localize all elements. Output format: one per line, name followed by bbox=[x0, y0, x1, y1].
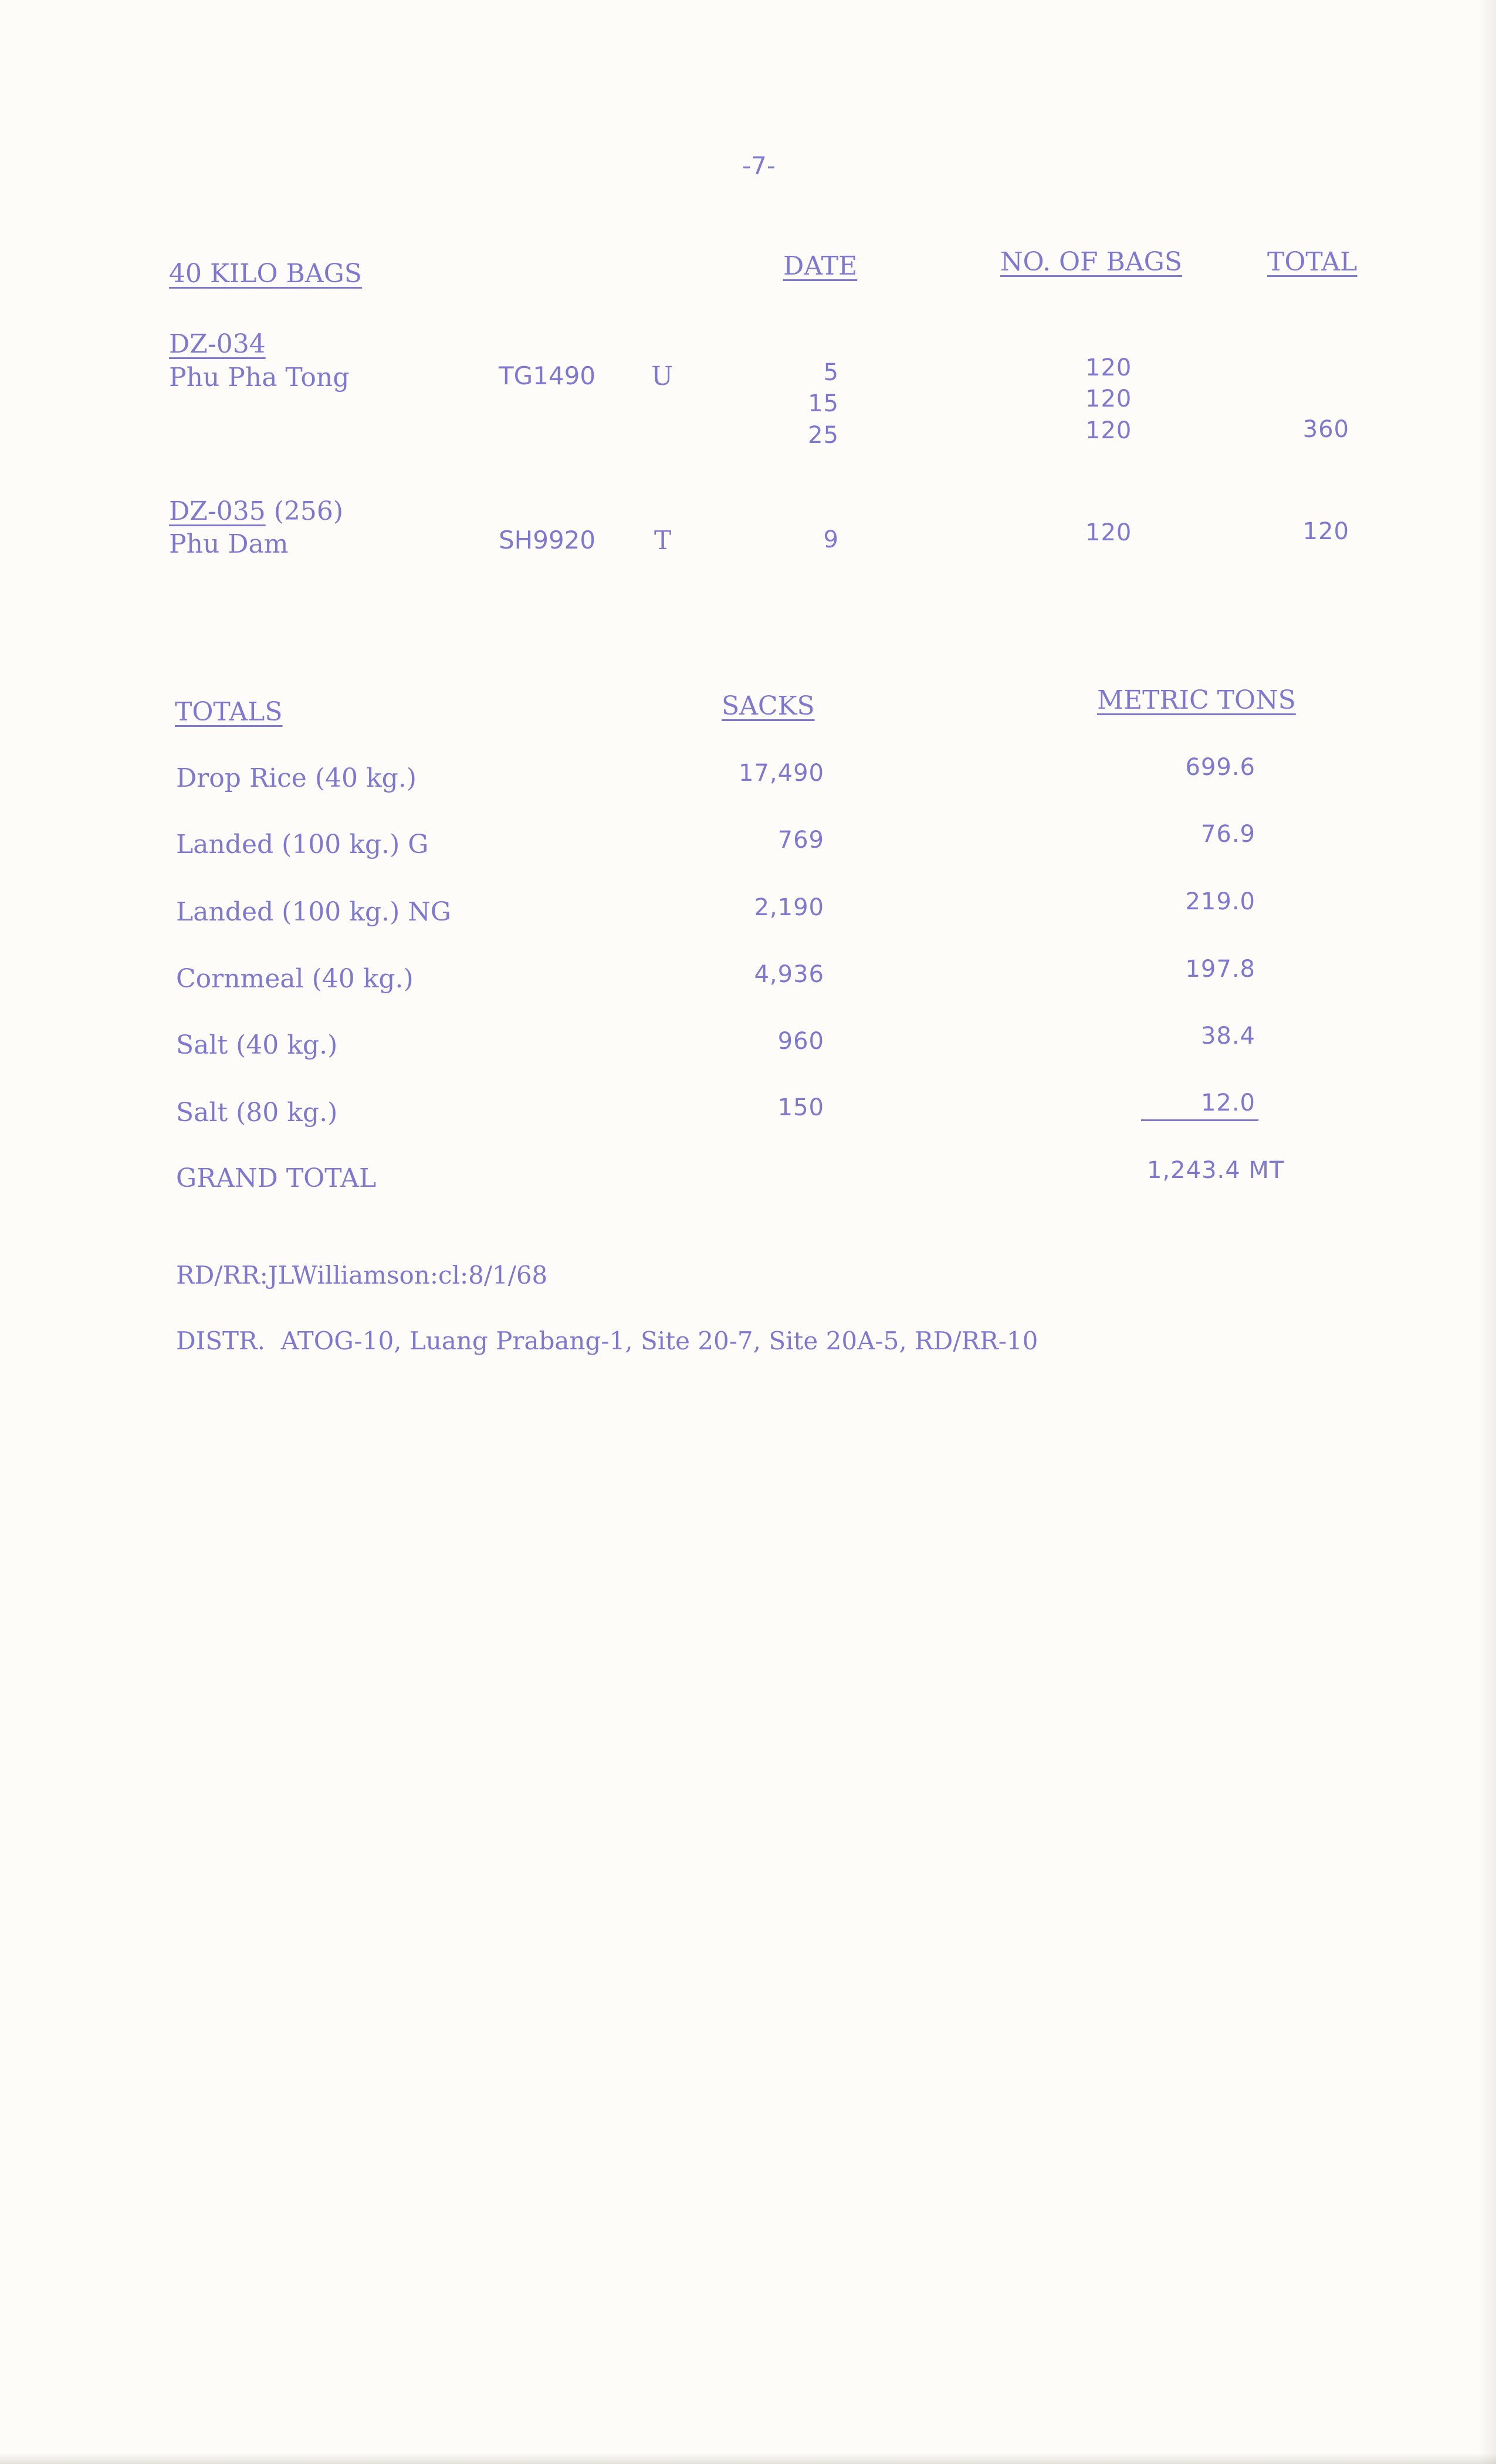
totals-row-tons: 197.8 bbox=[1185, 956, 1255, 983]
entry-code bbox=[169, 331, 266, 357]
entry-bag-count: 120 bbox=[1085, 385, 1132, 412]
totals-row-tons: 76.9 bbox=[1200, 821, 1255, 848]
entry-letter: T bbox=[654, 526, 672, 556]
grand-total-label: GRAND TOTAL bbox=[176, 1163, 377, 1193]
entry-name: Phu Pha Tong bbox=[169, 363, 350, 392]
bags-col-count: NO. OF BAGS bbox=[1000, 247, 1182, 277]
entry-grid: TG1490 bbox=[499, 361, 596, 390]
entry-name: Phu Dam bbox=[169, 529, 289, 559]
page-bottom-edge bbox=[0, 2453, 1496, 2464]
totals-row-label: Cornmeal (40 kg.) bbox=[176, 964, 414, 994]
bags-col-date: DATE bbox=[783, 251, 858, 281]
totals-row-label: Drop Rice (40 kg.) bbox=[176, 763, 417, 793]
totals-row-sacks: 17,490 bbox=[739, 760, 824, 787]
totals-row-sacks: 150 bbox=[777, 1094, 824, 1121]
entry-grid: SH9920 bbox=[499, 526, 596, 554]
entry-code-suffix: (256) bbox=[265, 496, 344, 526]
entry-bag-count: 120 bbox=[1085, 417, 1132, 444]
entry-code bbox=[169, 496, 344, 526]
page-number: -7- bbox=[742, 151, 776, 180]
distribution-line: DISTR. ATOG-10, Luang Prabang-1, Site 20-7, Site 20A-5, RD/RR-10 bbox=[176, 1326, 1038, 1355]
entry-date: 9 bbox=[823, 526, 839, 553]
sum-rule bbox=[1141, 1119, 1258, 1121]
bags-col-total: TOTAL bbox=[1267, 247, 1358, 277]
entry-bag-count: 120 bbox=[1085, 354, 1132, 381]
totals-row-sacks: 769 bbox=[777, 827, 824, 854]
totals-row-tons: 699.6 bbox=[1185, 754, 1255, 781]
totals-row-sacks: 960 bbox=[777, 1028, 824, 1055]
entry-date: 25 bbox=[808, 422, 839, 449]
totals-col-tons: METRIC TONS bbox=[1097, 685, 1296, 715]
entry-total: 360 bbox=[1302, 416, 1349, 443]
totals-row-tons: 38.4 bbox=[1200, 1023, 1255, 1050]
totals-row-sacks: 2,190 bbox=[754, 894, 824, 921]
totals-heading: TOTALS bbox=[175, 697, 283, 727]
totals-row-tons: 219.0 bbox=[1185, 888, 1255, 915]
bags-heading: 40 KILO BAGS bbox=[169, 259, 362, 289]
page-edge-shadow bbox=[1478, 0, 1496, 2464]
entry-code-main: DZ-034 bbox=[169, 329, 266, 359]
totals-row-label: Salt (40 kg.) bbox=[176, 1030, 338, 1060]
entry-total: 120 bbox=[1302, 518, 1349, 545]
totals-row-label: Landed (100 kg.) G bbox=[176, 830, 429, 859]
totals-row-sacks: 4,936 bbox=[754, 961, 824, 988]
entry-date: 5 bbox=[823, 359, 839, 386]
entry-letter: U bbox=[651, 361, 673, 391]
grand-total-value: 1,243.4 MT bbox=[1147, 1157, 1285, 1184]
entry-date: 15 bbox=[808, 390, 839, 417]
totals-row-label: Salt (80 kg.) bbox=[176, 1098, 338, 1128]
reference-line: RD/RR:JLWilliamson:cl:8/1/68 bbox=[176, 1261, 548, 1289]
totals-row-tons: 12.0 bbox=[1200, 1089, 1255, 1116]
entry-bag-count: 120 bbox=[1085, 519, 1132, 546]
totals-row-label: Landed (100 kg.) NG bbox=[176, 897, 451, 927]
totals-col-sacks: SACKS bbox=[722, 691, 815, 721]
entry-code-main: DZ-035 bbox=[169, 496, 266, 526]
